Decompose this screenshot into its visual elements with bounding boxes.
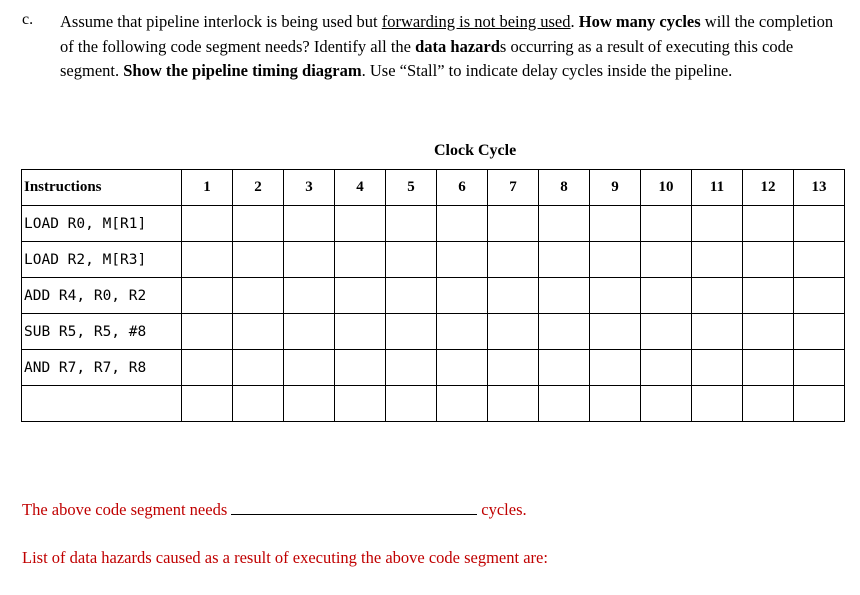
cycle-header: 1 xyxy=(182,170,233,206)
instruction-cell: LOAD R2, M[R3] xyxy=(22,242,182,278)
stage-cell[interactable] xyxy=(335,206,386,242)
stage-cell[interactable] xyxy=(488,314,539,350)
stage-cell[interactable] xyxy=(488,278,539,314)
stage-cell[interactable] xyxy=(488,386,539,422)
stage-cell[interactable] xyxy=(233,242,284,278)
stage-cell[interactable] xyxy=(539,314,590,350)
hazards-list-label: List of data hazards caused as a result of executing the above code segment are: xyxy=(22,548,548,567)
stage-cell[interactable] xyxy=(590,278,641,314)
stage-cell[interactable] xyxy=(233,350,284,386)
stage-cell[interactable] xyxy=(284,242,335,278)
table-row xyxy=(22,278,845,314)
stage-cell[interactable] xyxy=(743,206,794,242)
stage-cell[interactable] xyxy=(437,314,488,350)
pipeline-timing-table xyxy=(21,169,845,422)
stage-cell[interactable] xyxy=(692,242,743,278)
stage-cell[interactable] xyxy=(539,206,590,242)
question-part: s occurring as a result of executing this code segment. xyxy=(60,36,794,80)
instruction-cell xyxy=(22,386,182,422)
needs-suffix: cycles. xyxy=(481,500,527,519)
question-part: . Use “Stall” to indicate delay cycles inside the pipeline. xyxy=(361,61,733,80)
table-row xyxy=(22,242,845,278)
clock-cycle-title: Clock Cycle xyxy=(434,142,517,159)
stage-cell[interactable] xyxy=(794,242,845,278)
stage-cell[interactable] xyxy=(233,314,284,350)
stage-cell[interactable] xyxy=(641,314,692,350)
cycle-header: 6 xyxy=(437,170,488,206)
stage-cell[interactable] xyxy=(182,314,233,350)
question-part: Assume that pipeline interlock is being used but xyxy=(60,12,382,31)
stage-cell[interactable] xyxy=(641,206,692,242)
header-row xyxy=(22,170,845,206)
stage-cell[interactable] xyxy=(590,242,641,278)
stage-cell[interactable] xyxy=(743,386,794,422)
stage-cell[interactable] xyxy=(794,314,845,350)
stage-cell[interactable] xyxy=(641,242,692,278)
stage-cell[interactable] xyxy=(284,314,335,350)
stage-cell[interactable] xyxy=(182,242,233,278)
stage-cell[interactable] xyxy=(590,314,641,350)
cycle-header: 8 xyxy=(539,170,590,206)
stage-cell[interactable] xyxy=(284,278,335,314)
stage-cell[interactable] xyxy=(641,278,692,314)
stage-cell[interactable] xyxy=(233,206,284,242)
instructions-header: Instructions xyxy=(22,170,182,206)
cycle-header: 13 xyxy=(794,170,845,206)
stage-cell[interactable] xyxy=(437,242,488,278)
stage-cell[interactable] xyxy=(335,314,386,350)
stage-cell[interactable] xyxy=(284,350,335,386)
stage-cell[interactable] xyxy=(794,278,845,314)
stage-cell[interactable] xyxy=(692,314,743,350)
cycle-header: 4 xyxy=(335,170,386,206)
question-bold: Show the pipeline timing diagram xyxy=(123,61,362,80)
stage-cell[interactable] xyxy=(794,350,845,386)
stage-cell[interactable] xyxy=(692,386,743,422)
stage-cell[interactable] xyxy=(386,206,437,242)
stage-cell[interactable] xyxy=(233,386,284,422)
cycle-header: 7 xyxy=(488,170,539,206)
stage-cell[interactable] xyxy=(386,278,437,314)
stage-cell[interactable] xyxy=(743,314,794,350)
stage-cell[interactable] xyxy=(539,242,590,278)
stage-cell[interactable] xyxy=(794,386,845,422)
question-bold: data hazard xyxy=(415,36,500,56)
cycle-header: 5 xyxy=(386,170,437,206)
stage-cell[interactable] xyxy=(386,242,437,278)
stage-cell[interactable] xyxy=(437,206,488,242)
cycles-answer-blank[interactable] xyxy=(231,500,477,515)
cycle-header: 12 xyxy=(743,170,794,206)
question-bold: How many cycles xyxy=(578,12,701,31)
stage-cell[interactable] xyxy=(743,242,794,278)
stage-cell[interactable] xyxy=(386,350,437,386)
stage-cell[interactable] xyxy=(182,278,233,314)
cycle-header: 2 xyxy=(233,170,284,206)
stage-cell[interactable] xyxy=(692,206,743,242)
stage-cell[interactable] xyxy=(539,386,590,422)
stage-cell[interactable] xyxy=(692,350,743,386)
cycle-header: 3 xyxy=(284,170,335,206)
table-row xyxy=(22,206,845,242)
stage-cell[interactable] xyxy=(794,206,845,242)
stage-cell[interactable] xyxy=(437,350,488,386)
stage-cell[interactable] xyxy=(335,386,386,422)
stage-cell[interactable] xyxy=(743,350,794,386)
cycle-header: 11 xyxy=(692,170,743,206)
table-row xyxy=(22,386,845,422)
instruction-cell: ADD R4, R0, R2 xyxy=(22,278,182,314)
stage-cell[interactable] xyxy=(488,206,539,242)
stage-cell[interactable] xyxy=(182,206,233,242)
stage-cell[interactable] xyxy=(284,206,335,242)
stage-cell[interactable] xyxy=(641,350,692,386)
stage-cell[interactable] xyxy=(590,350,641,386)
cycle-header: 10 xyxy=(641,170,692,206)
stage-cell[interactable] xyxy=(488,350,539,386)
stage-cell[interactable] xyxy=(182,350,233,386)
stage-cell[interactable] xyxy=(590,386,641,422)
stage-cell[interactable] xyxy=(386,386,437,422)
stage-cell[interactable] xyxy=(335,242,386,278)
cycles-needed-line xyxy=(22,500,527,520)
stage-cell[interactable] xyxy=(233,278,284,314)
stage-cell[interactable] xyxy=(590,206,641,242)
stage-cell[interactable] xyxy=(488,242,539,278)
stage-cell[interactable] xyxy=(641,386,692,422)
stage-cell[interactable] xyxy=(182,386,233,422)
instruction-cell: AND R7, R7, R8 xyxy=(22,350,182,386)
instruction-cell: SUB R5, R5, #8 xyxy=(22,314,182,350)
cycle-header: 9 xyxy=(590,170,641,206)
question-part: will the completion of the following code segment needs? Identify all the xyxy=(60,12,834,56)
stage-cell[interactable] xyxy=(437,278,488,314)
question-text xyxy=(60,10,850,84)
stage-cell[interactable] xyxy=(743,278,794,314)
stage-cell[interactable] xyxy=(284,386,335,422)
stage-cell[interactable] xyxy=(335,278,386,314)
instruction-cell: LOAD R0, M[R1] xyxy=(22,206,182,242)
question-label: c. xyxy=(22,11,34,28)
needs-prefix: The above code segment needs xyxy=(22,500,228,519)
table-row xyxy=(22,314,845,350)
stage-cell[interactable] xyxy=(335,350,386,386)
stage-cell[interactable] xyxy=(386,314,437,350)
table-row xyxy=(22,350,845,386)
stage-cell[interactable] xyxy=(539,278,590,314)
stage-cell[interactable] xyxy=(692,278,743,314)
stage-cell[interactable] xyxy=(539,350,590,386)
question-underlined: forwarding is not being used xyxy=(381,12,571,31)
question-part: . xyxy=(570,12,579,31)
stage-cell[interactable] xyxy=(437,386,488,422)
